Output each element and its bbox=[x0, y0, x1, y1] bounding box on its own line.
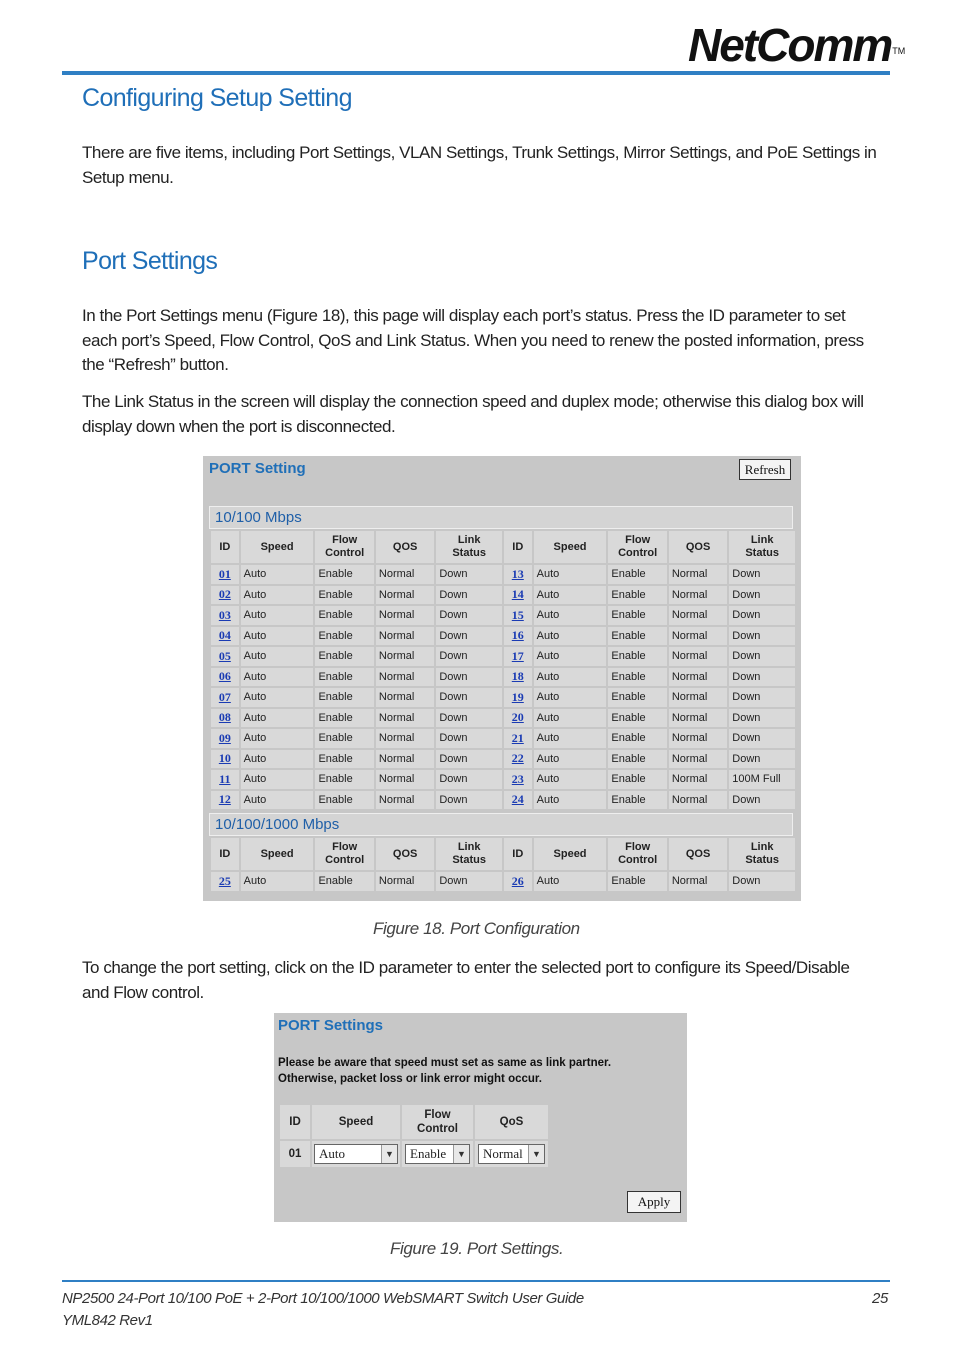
table-cell: Enable bbox=[608, 668, 666, 687]
table-cell: Enable bbox=[608, 872, 666, 891]
table-cell: Enable bbox=[315, 750, 373, 769]
port-id-cell bbox=[211, 606, 239, 625]
table-cell: Normal bbox=[376, 709, 434, 728]
table-cell: Down bbox=[436, 647, 502, 666]
heading-port-settings: Port Settings bbox=[82, 247, 218, 275]
table-cell: Down bbox=[729, 627, 795, 646]
table-cell: Down bbox=[436, 606, 502, 625]
col-id: ID bbox=[280, 1105, 310, 1139]
column-header: QOS bbox=[376, 838, 434, 870]
table-cell: Normal bbox=[376, 606, 434, 625]
column-header: ID bbox=[504, 838, 532, 870]
port-setting-title: PORT Setting bbox=[209, 460, 306, 477]
port-id-cell bbox=[504, 791, 532, 810]
port-id-cell bbox=[504, 729, 532, 748]
table-cell: Normal bbox=[376, 770, 434, 789]
table-cell: Enable bbox=[608, 565, 666, 584]
port-id-link[interactable]: 23 bbox=[511, 771, 524, 786]
apply-button[interactable]: Apply bbox=[627, 1191, 681, 1213]
column-header: Flow Control bbox=[608, 838, 666, 870]
port-id-cell bbox=[504, 688, 532, 707]
column-header: Speed bbox=[241, 531, 314, 563]
port-table-10-100 bbox=[209, 529, 797, 811]
header-rule bbox=[62, 71, 890, 75]
flow-control-select[interactable] bbox=[405, 1144, 470, 1164]
table-row bbox=[211, 565, 795, 584]
port-id-cell bbox=[211, 586, 239, 605]
table-cell: Enable bbox=[315, 872, 373, 891]
table-cell: Enable bbox=[315, 791, 373, 810]
column-header: ID bbox=[211, 531, 239, 563]
port-id-link[interactable]: 03 bbox=[218, 607, 231, 622]
table-cell: Auto bbox=[241, 750, 314, 769]
table-cell: Down bbox=[729, 750, 795, 769]
table-cell: Auto bbox=[534, 791, 607, 810]
table-cell: Enable bbox=[608, 647, 666, 666]
table-cell: Enable bbox=[315, 709, 373, 728]
port-id-link[interactable]: 24 bbox=[511, 792, 524, 807]
port-id-cell bbox=[504, 627, 532, 646]
figure-18-caption: Figure 18. Port Configuration bbox=[373, 919, 580, 938]
table-row bbox=[211, 606, 795, 625]
figure-19-caption: Figure 19. Port Settings. bbox=[390, 1239, 564, 1258]
footer-rule bbox=[62, 1280, 890, 1282]
port-id-link[interactable]: 25 bbox=[218, 873, 231, 888]
table-row bbox=[211, 688, 795, 707]
port-id-cell bbox=[211, 668, 239, 687]
table-cell: Auto bbox=[534, 688, 607, 707]
table-cell: Normal bbox=[669, 688, 727, 707]
table-cell: Normal bbox=[376, 586, 434, 605]
table-cell: Down bbox=[729, 586, 795, 605]
table-cell: Normal bbox=[669, 647, 727, 666]
table-cell: Enable bbox=[608, 627, 666, 646]
table-cell: Enable bbox=[608, 586, 666, 605]
table-row bbox=[211, 729, 795, 748]
change-port-paragraph: To change the port setting, click on the ID parameter to enter the selected port to configure its Speed/Disable and Flow control. bbox=[82, 958, 850, 1002]
column-header: Speed bbox=[534, 531, 607, 563]
figure-port-settings bbox=[274, 1013, 687, 1222]
group-10-100-1000-label: 10/100/1000 Mbps bbox=[209, 813, 793, 836]
table-cell: Normal bbox=[669, 791, 727, 810]
col-qos: QoS bbox=[475, 1105, 548, 1139]
heading-configuring-setup: Configuring Setup Setting bbox=[82, 84, 352, 112]
table-cell: Down bbox=[729, 606, 795, 625]
port-id-cell bbox=[504, 647, 532, 666]
table-cell: Enable bbox=[315, 770, 373, 789]
table-cell: Normal bbox=[669, 770, 727, 789]
port-id-link[interactable]: 20 bbox=[511, 710, 524, 725]
speed-warning bbox=[278, 1055, 611, 1087]
port-id-link[interactable]: 12 bbox=[218, 792, 231, 807]
chevron-down-icon: ▼ bbox=[453, 1145, 469, 1163]
table-cell: Auto bbox=[241, 688, 314, 707]
port-id-cell bbox=[504, 709, 532, 728]
port-id-link[interactable]: 26 bbox=[511, 873, 524, 888]
table-cell: Enable bbox=[315, 729, 373, 748]
table-cell: Normal bbox=[669, 627, 727, 646]
port-id-cell bbox=[504, 565, 532, 584]
qos-select-value: Normal bbox=[483, 1146, 523, 1161]
port-id-cell bbox=[211, 565, 239, 584]
table-cell: Auto bbox=[534, 709, 607, 728]
table-cell: Normal bbox=[669, 709, 727, 728]
port-id-link[interactable]: 10 bbox=[218, 751, 231, 766]
flow-select-value: Enable bbox=[410, 1146, 447, 1161]
column-header: Flow Control bbox=[608, 531, 666, 563]
table-cell: Auto bbox=[534, 627, 607, 646]
figure-port-configuration bbox=[203, 456, 801, 901]
group-10-100-label: 10/100 Mbps bbox=[209, 506, 793, 529]
speed-select[interactable] bbox=[314, 1144, 398, 1164]
table-cell: Down bbox=[436, 668, 502, 687]
table-cell: Down bbox=[436, 872, 502, 891]
table-cell: Enable bbox=[608, 688, 666, 707]
port-id-link[interactable]: 05 bbox=[218, 648, 231, 663]
table-cell: 100M Full bbox=[729, 770, 795, 789]
table-row bbox=[211, 647, 795, 666]
table-cell: Auto bbox=[534, 586, 607, 605]
port-id-cell bbox=[211, 688, 239, 707]
table-cell: Down bbox=[436, 688, 502, 707]
table-cell: Auto bbox=[241, 872, 314, 891]
port-table-10-100-1000 bbox=[209, 836, 797, 893]
port-settings-paragraph-1: In the Port Settings menu (Figure 18), this page will display each port’s status. Press the ID parameter to set each port’s Speed, Flow Control, QoS and Link Status. When you need to renew the posted information, press the “Refresh” button. bbox=[82, 306, 864, 374]
table-cell: Normal bbox=[376, 791, 434, 810]
column-header: Flow Control bbox=[315, 531, 373, 563]
port-id-link[interactable]: 19 bbox=[511, 689, 524, 704]
table-cell: Down bbox=[729, 709, 795, 728]
table-cell: Auto bbox=[534, 770, 607, 789]
table-header-row bbox=[211, 531, 795, 563]
table-cell: Auto bbox=[534, 872, 607, 891]
table-row bbox=[211, 872, 795, 891]
table-cell: Auto bbox=[534, 750, 607, 769]
table-cell: Enable bbox=[608, 729, 666, 748]
table-cell: Enable bbox=[315, 647, 373, 666]
table-cell: Auto bbox=[241, 709, 314, 728]
refresh-button[interactable]: Refresh bbox=[739, 459, 791, 480]
col-speed: Speed bbox=[312, 1105, 400, 1139]
table-cell: Enable bbox=[608, 791, 666, 810]
column-header: QOS bbox=[376, 531, 434, 563]
table-cell: Normal bbox=[376, 565, 434, 584]
table-cell: Down bbox=[436, 791, 502, 810]
table-cell: Normal bbox=[376, 688, 434, 707]
table-row bbox=[211, 586, 795, 605]
table-row bbox=[211, 668, 795, 687]
row-id: 01 bbox=[280, 1141, 310, 1167]
table-cell: Normal bbox=[669, 586, 727, 605]
table-cell: Down bbox=[729, 565, 795, 584]
port-id-cell bbox=[211, 791, 239, 810]
table-row bbox=[211, 770, 795, 789]
table-cell: Normal bbox=[669, 872, 727, 891]
port-id-link[interactable]: 22 bbox=[511, 751, 524, 766]
table-cell: Auto bbox=[241, 586, 314, 605]
table-cell: Auto bbox=[534, 606, 607, 625]
port-id-cell bbox=[504, 872, 532, 891]
table-cell: Normal bbox=[669, 729, 727, 748]
table-cell: Enable bbox=[315, 627, 373, 646]
table-cell: Down bbox=[729, 668, 795, 687]
port-id-cell bbox=[211, 750, 239, 769]
port-id-link[interactable]: 15 bbox=[511, 607, 524, 622]
table-cell: Auto bbox=[534, 565, 607, 584]
port-id-cell bbox=[504, 586, 532, 605]
chevron-down-icon: ▼ bbox=[381, 1145, 397, 1163]
speed-cell bbox=[312, 1141, 400, 1167]
footer-page-number: 25 bbox=[872, 1290, 888, 1307]
table-cell: Normal bbox=[376, 750, 434, 769]
table-cell: Normal bbox=[669, 668, 727, 687]
table-header-row bbox=[211, 838, 795, 870]
table-cell: Down bbox=[729, 647, 795, 666]
column-header: QOS bbox=[669, 531, 727, 563]
table-cell: Enable bbox=[608, 709, 666, 728]
port-id-cell bbox=[211, 627, 239, 646]
table-cell: Auto bbox=[534, 668, 607, 687]
table-cell: Auto bbox=[241, 668, 314, 687]
column-header: Speed bbox=[241, 838, 314, 870]
table-cell: Auto bbox=[241, 565, 314, 584]
setup-intro-paragraph: There are five items, including Port Settings, VLAN Settings, Trunk Settings, Mirror Settings, and PoE Settings in Setup menu. bbox=[82, 143, 877, 187]
table-cell: Enable bbox=[608, 750, 666, 769]
speed-select-value: Auto bbox=[319, 1146, 345, 1161]
port-id-link[interactable]: 16 bbox=[511, 628, 524, 643]
table-cell: Auto bbox=[241, 647, 314, 666]
qos-cell bbox=[475, 1141, 548, 1167]
table-cell: Down bbox=[436, 750, 502, 769]
table-cell: Normal bbox=[669, 606, 727, 625]
table-cell: Down bbox=[729, 688, 795, 707]
table-cell: Down bbox=[729, 791, 795, 810]
table-cell: Normal bbox=[669, 750, 727, 769]
table-cell: Enable bbox=[608, 770, 666, 789]
qos-select[interactable] bbox=[478, 1144, 545, 1164]
port-id-link[interactable]: 14 bbox=[511, 587, 524, 602]
port-id-cell bbox=[504, 770, 532, 789]
table-cell: Auto bbox=[534, 647, 607, 666]
port-id-link[interactable]: 02 bbox=[218, 587, 231, 602]
table-cell: Down bbox=[436, 586, 502, 605]
port-settings-table bbox=[278, 1103, 550, 1169]
col-flow-control: Flow Control bbox=[402, 1105, 473, 1139]
table-cell: Down bbox=[729, 872, 795, 891]
table-cell: Down bbox=[436, 729, 502, 748]
port-settings-paragraph-2: The Link Status in the screen will display the connection speed and duplex mode; otherwise this dialog box will display down when the port is disconnected. bbox=[82, 392, 864, 436]
port-id-cell bbox=[211, 709, 239, 728]
table-cell: Enable bbox=[315, 668, 373, 687]
port-id-cell bbox=[211, 729, 239, 748]
table-cell: Auto bbox=[534, 729, 607, 748]
port-id-link[interactable]: 08 bbox=[218, 710, 231, 725]
table-cell: Auto bbox=[241, 606, 314, 625]
table-cell: Normal bbox=[669, 565, 727, 584]
column-header: Link Status bbox=[436, 531, 502, 563]
port-id-link[interactable]: 13 bbox=[511, 566, 524, 581]
logo-trademark: TM bbox=[892, 46, 906, 56]
table-row bbox=[211, 627, 795, 646]
logo-text: NetComm bbox=[688, 19, 892, 71]
warning-line-2: Otherwise, packet loss or link error might occur. bbox=[278, 1073, 542, 1085]
column-header: Link Status bbox=[436, 838, 502, 870]
table-cell: Normal bbox=[376, 647, 434, 666]
table-row bbox=[211, 750, 795, 769]
port-id-link[interactable]: 21 bbox=[511, 730, 524, 745]
table-cell: Auto bbox=[241, 729, 314, 748]
port-id-link[interactable]: 17 bbox=[511, 648, 524, 663]
column-header: QOS bbox=[669, 838, 727, 870]
table-cell: Auto bbox=[241, 627, 314, 646]
column-header: Link Status bbox=[729, 531, 795, 563]
column-header: Speed bbox=[534, 838, 607, 870]
table-cell: Down bbox=[729, 729, 795, 748]
port-id-link[interactable]: 18 bbox=[511, 669, 524, 684]
table-row bbox=[211, 791, 795, 810]
table-cell: Normal bbox=[376, 872, 434, 891]
port-id-cell bbox=[211, 872, 239, 891]
table-cell: Enable bbox=[315, 688, 373, 707]
port-id-cell bbox=[504, 668, 532, 687]
footer-revision: YML842 Rev1 bbox=[62, 1312, 153, 1329]
table-cell: Enable bbox=[608, 606, 666, 625]
column-header: Link Status bbox=[729, 838, 795, 870]
footer-guide-title: NP2500 24-Port 10/100 PoE + 2-Port 10/100/1000 WebSMART Switch User Guide bbox=[62, 1290, 584, 1307]
warning-line-1: Please be aware that speed must set as same as link partner. bbox=[278, 1057, 612, 1069]
netcomm-logo bbox=[688, 19, 906, 71]
port-id-cell bbox=[211, 647, 239, 666]
column-header: ID bbox=[504, 531, 532, 563]
table-cell: Enable bbox=[315, 565, 373, 584]
port-id-cell bbox=[504, 750, 532, 769]
table-cell: Down bbox=[436, 627, 502, 646]
port-id-link[interactable]: 06 bbox=[218, 669, 231, 684]
port-id-link[interactable]: 11 bbox=[219, 771, 231, 786]
table-cell: Auto bbox=[241, 791, 314, 810]
port-id-cell bbox=[211, 770, 239, 789]
table-cell: Normal bbox=[376, 729, 434, 748]
port-id-link[interactable]: 09 bbox=[218, 730, 231, 745]
port-id-cell bbox=[504, 606, 532, 625]
port-id-link[interactable]: 04 bbox=[218, 628, 231, 643]
port-settings-title: PORT Settings bbox=[278, 1017, 384, 1034]
table-cell: Enable bbox=[315, 586, 373, 605]
port-id-link[interactable]: 07 bbox=[218, 689, 231, 704]
table-cell: Normal bbox=[376, 627, 434, 646]
chevron-down-icon: ▼ bbox=[528, 1145, 544, 1163]
column-header: Flow Control bbox=[315, 838, 373, 870]
table-cell: Normal bbox=[376, 668, 434, 687]
table-row bbox=[211, 709, 795, 728]
column-header: ID bbox=[211, 838, 239, 870]
table-cell: Auto bbox=[241, 770, 314, 789]
flow-cell bbox=[402, 1141, 473, 1167]
table-cell: Down bbox=[436, 770, 502, 789]
table-cell: Down bbox=[436, 565, 502, 584]
table-cell: Enable bbox=[315, 606, 373, 625]
port-id-link[interactable]: 01 bbox=[218, 566, 231, 581]
table-cell: Down bbox=[436, 709, 502, 728]
